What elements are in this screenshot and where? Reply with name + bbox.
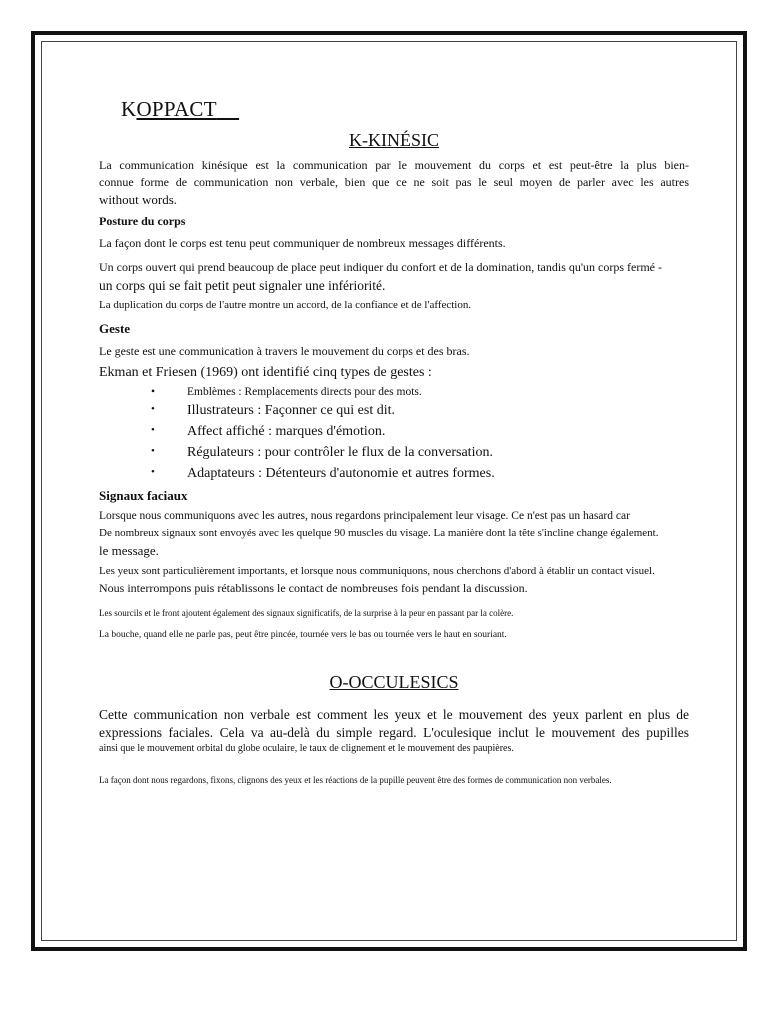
facial-paragraph-1 bbox=[99, 508, 689, 559]
section-title-occulesics: O-OCCULESICS bbox=[329, 672, 459, 692]
facial-paragraph-2 bbox=[99, 563, 689, 597]
posture-paragraph-1: La façon dont le corps est tenu peut communiquer de nombreux messages différents. bbox=[99, 236, 506, 250]
kinesic-intro-line-2: connue forme de communication non verbale, bien que ce ne soit pas le seul moyen de parler avec les autres bbox=[99, 175, 689, 189]
occulesics-paragraph-1 bbox=[99, 706, 689, 755]
list-item: • Emblèmes : Remplacements directs pour des mots. bbox=[151, 386, 422, 398]
geste-paragraph-1: Le geste est une communication à travers le mouvement du corps et des bras. bbox=[99, 344, 470, 358]
list-item: • Illustrateurs : Façonner ce qui est dit. bbox=[151, 403, 395, 418]
list-item: • Affect affiché : marques d'émotion. bbox=[151, 424, 386, 439]
occulesics-paragraph-1-line-1: Cette communication non verbale est comment les yeux et le mouvement des yeux parlent en plus de bbox=[99, 707, 689, 722]
bullet-icon: • bbox=[151, 466, 155, 478]
facial-paragraph-1-line-1: Lorsque nous communiquons avec les autres, nous regardons principalement leur visage. Ce n'est pas un hasard car bbox=[99, 510, 630, 522]
document-body bbox=[99, 96, 689, 785]
facial-paragraph-2-line-2: Nous interrompons puis rétablissons le contact de nombreuses fois pendant la discussion. bbox=[99, 581, 528, 595]
kinesic-intro-line-3: without words. bbox=[99, 192, 177, 207]
title-prefix: K bbox=[121, 97, 137, 121]
posture-heading: Posture du corps bbox=[99, 214, 186, 228]
facial-paragraph-3: Les sourcils et le front ajoutent également des signaux significatifs, de la surprise à la peur en passant par la colère. bbox=[99, 608, 514, 618]
bullet-icon: • bbox=[151, 403, 155, 415]
list-item: • Régulateurs : pour contrôler le flux de la conversation. bbox=[151, 445, 493, 460]
gesture-types-list bbox=[99, 386, 689, 482]
bullet-icon: • bbox=[151, 424, 155, 436]
facial-paragraph-2-line-1: Les yeux sont particulièrement importants, et lorsque nous communiquons, nous cherchons d'abord à établir un contact visuel. bbox=[99, 565, 655, 577]
occulesics-paragraph-1-line-2: expressions faciales. Cela va au-delà du simple regard. L'oculesique inclut le mouvement des pupilles bbox=[99, 725, 689, 740]
posture-paragraph-3: La duplication du corps de l'autre montre un accord, de la confiance et de l'affection. bbox=[99, 299, 472, 311]
occulesics-paragraph-1-line-3: ainsi que le mouvement orbital du globe oculaire, le taux de clignement et le mouvement des paupières. bbox=[99, 743, 514, 754]
facial-paragraph-4: La bouche, quand elle ne parle pas, peut être pincée, tournée vers le bas ou tournée vers le haut en souriant. bbox=[99, 630, 507, 640]
bullet-icon: • bbox=[151, 386, 156, 398]
geste-heading: Geste bbox=[99, 321, 131, 336]
facial-heading: Signaux faciaux bbox=[99, 488, 188, 503]
posture-paragraph-2-line-2: un corps qui se fait petit peut signaler une infériorité. bbox=[99, 278, 386, 293]
occulesics-paragraph-2: La façon dont nous regardons, fixons, clignons des yeux et les réactions de la pupille peuvent être des formes de communication non verbales. bbox=[99, 775, 612, 785]
section-title-kinesic: K-KINÉSIC bbox=[349, 130, 439, 150]
list-item: • Adaptateurs : Détenteurs d'autonomie et autres formes. bbox=[151, 466, 495, 481]
kinesic-intro bbox=[99, 157, 689, 208]
geste-paragraph-2: Ekman et Friesen (1969) ont identifié cinq types de gestes : bbox=[99, 365, 432, 380]
facial-paragraph-1-line-3: le message. bbox=[99, 543, 159, 558]
title-rest: OPPACT bbox=[136, 97, 217, 121]
bullet-icon: • bbox=[151, 445, 155, 457]
kinesic-intro-line-1: La communication kinésique est la communication par le mouvement du corps et est peut-être la plus bien- bbox=[99, 158, 689, 172]
posture-paragraph-2-line-1: Un corps ouvert qui prend beaucoup de place peut indiquer du confort et de la domination, tandis qu'un corps fermé - bbox=[99, 260, 662, 274]
facial-paragraph-1-line-2: De nombreux signaux sont envoyés avec les quelque 90 muscles du visage. La manière dont la tête s'incline change également. bbox=[99, 527, 659, 539]
